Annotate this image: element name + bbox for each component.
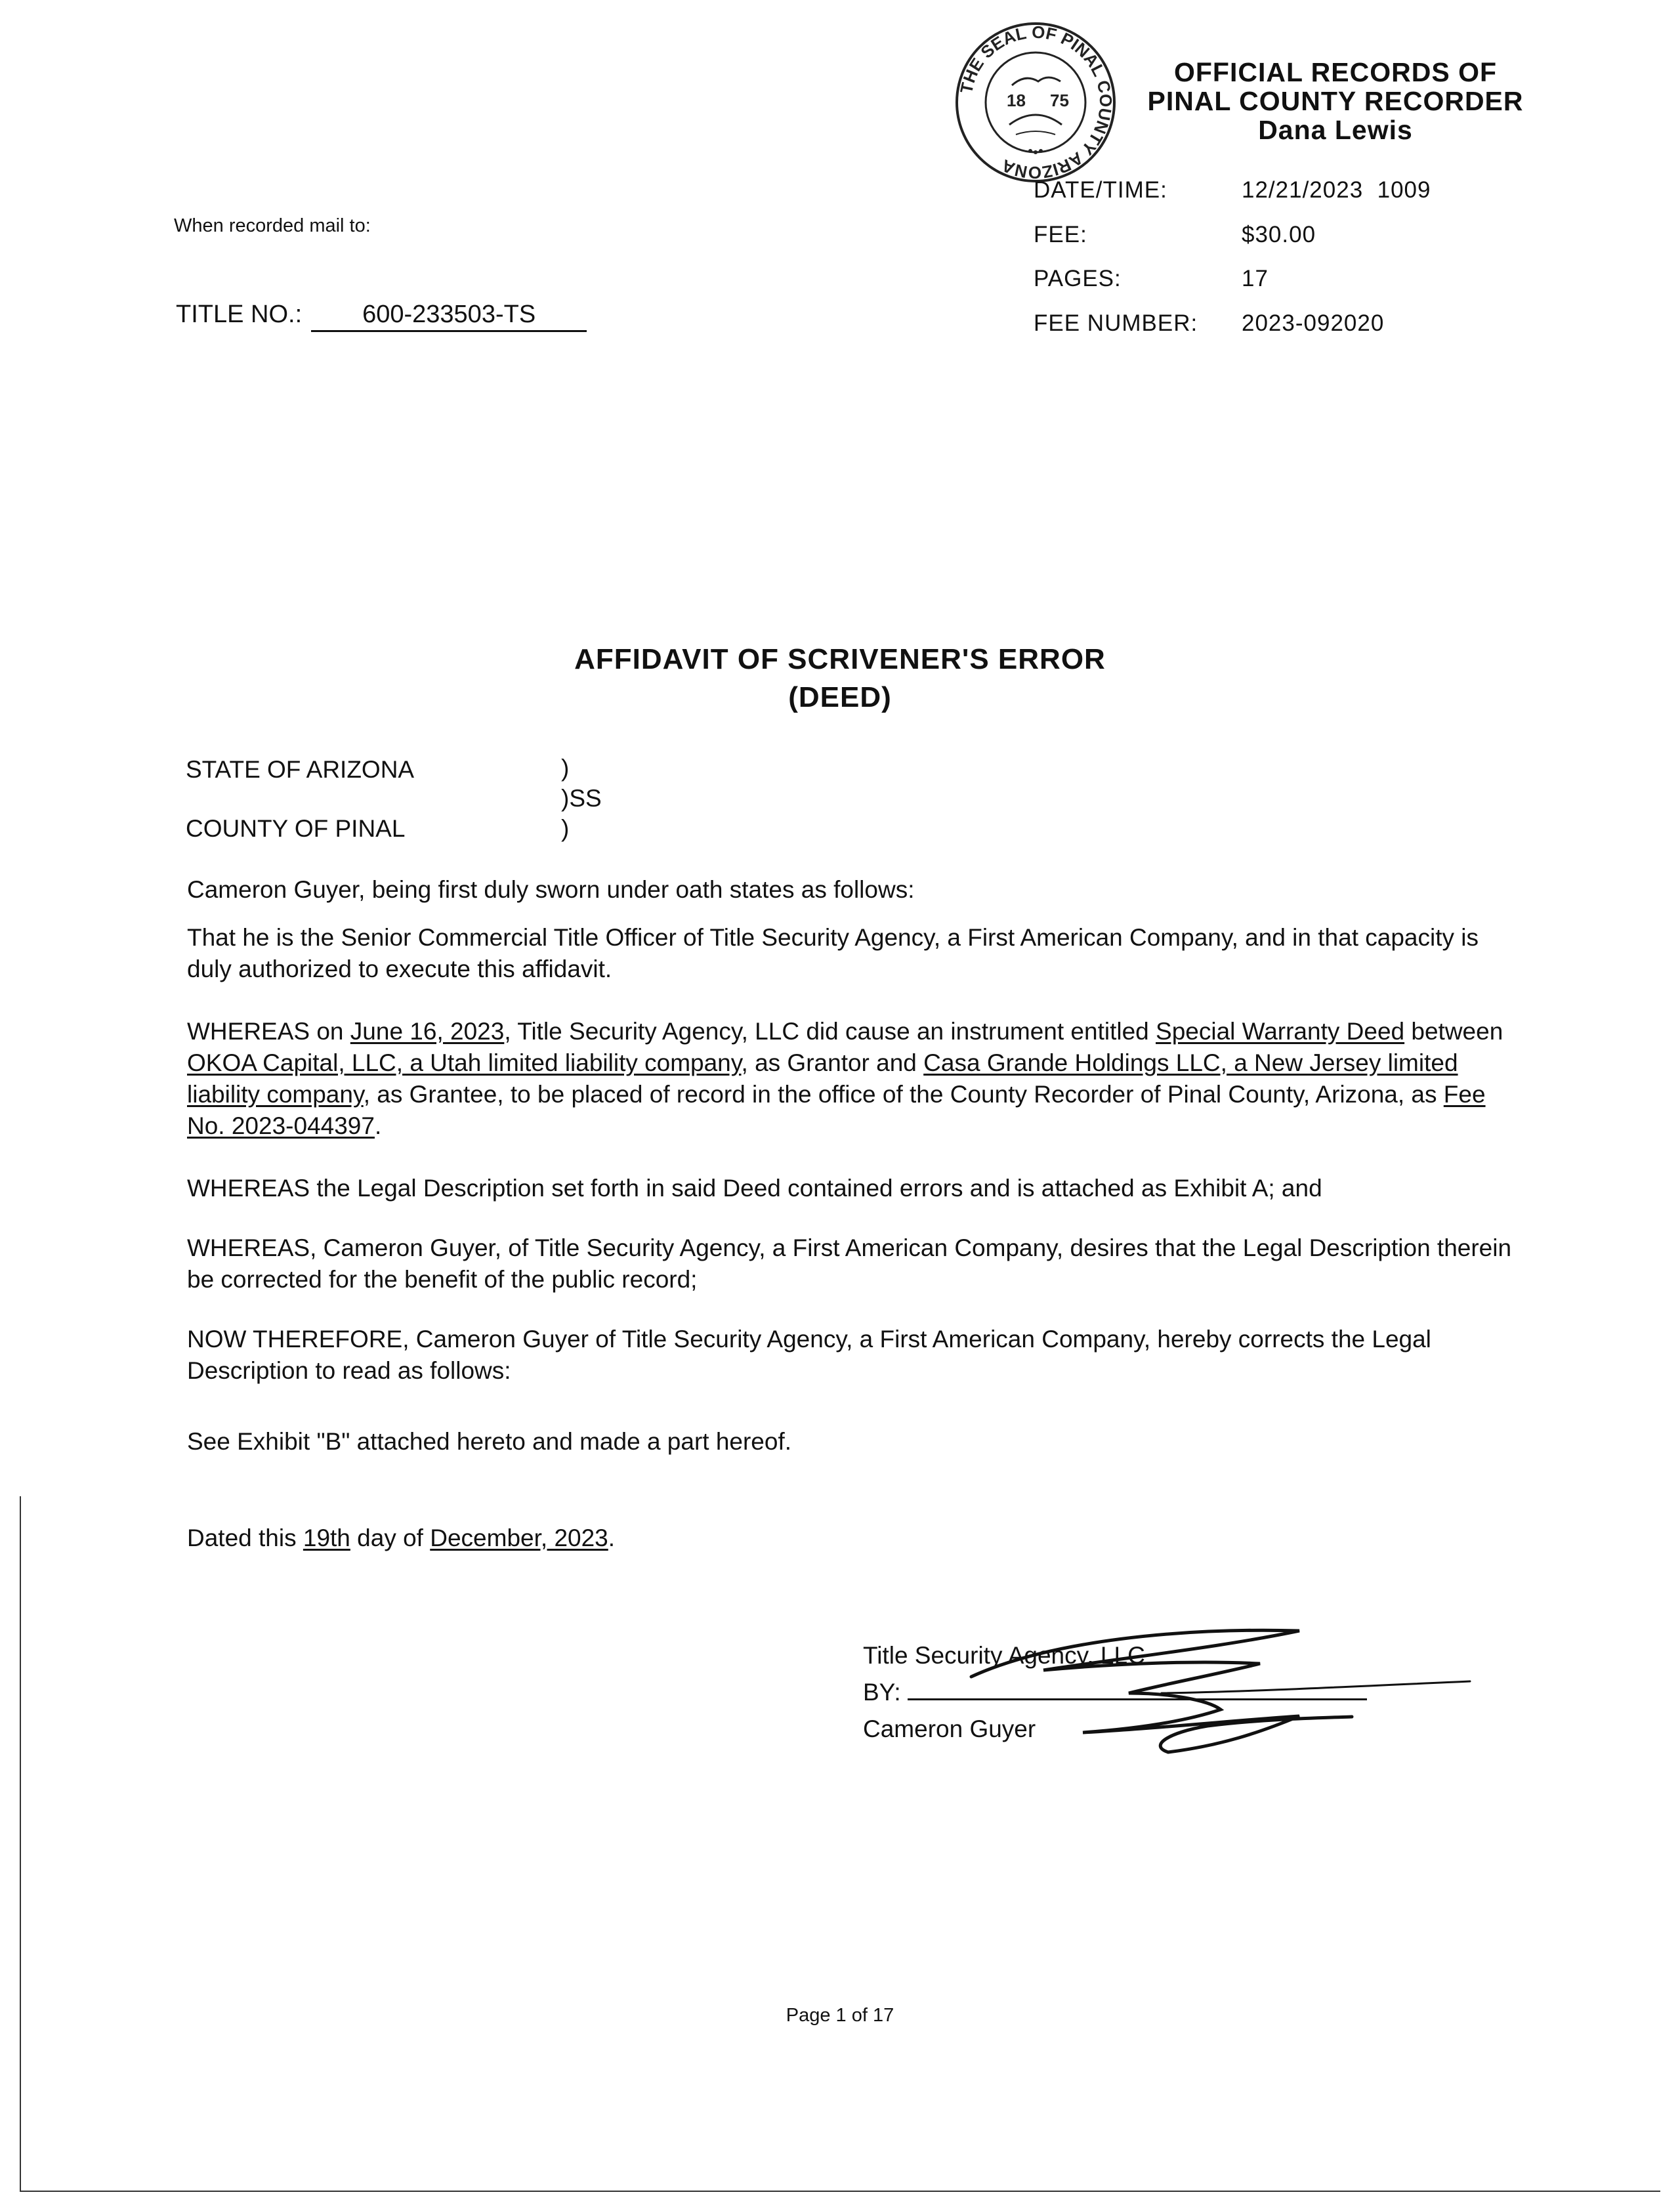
page-number: Page 1 of 17 (786, 2005, 894, 2026)
title-number (176, 301, 587, 332)
fee-number-value: 2023-092020 (1242, 310, 1385, 336)
recorder-line-2: PINAL COUNTY RECORDER (1147, 86, 1524, 116)
venue-state: STATE OF ARIZONA (186, 756, 415, 783)
mail-to-label: When recorded mail to: (174, 215, 371, 236)
fee-number-reference: Fee No. 2023-044397 (187, 1081, 1486, 1139)
dated-day: 19th (303, 1524, 350, 1551)
document-title-line-2: (DEED) (788, 681, 892, 713)
scan-border-bottom (20, 2191, 1660, 2192)
venue-paren-3: ) (561, 815, 570, 842)
seal-year-right: 75 (1050, 91, 1069, 110)
paragraph-whereas-errors: WHEREAS the Legal Description set forth in said Deed contained errors and is attached as Exhibit A; and (187, 1175, 1322, 1202)
grantee-name: Casa Grande Holdings LLC, a New Jersey limited liability company (187, 1049, 1458, 1108)
venue-county: COUNTY OF PINAL (186, 815, 406, 842)
by-label: BY: (863, 1679, 901, 1706)
datetime-value: 12/21/2023 1009 (1242, 177, 1431, 203)
instrument-title: Special Warranty Deed (1156, 1018, 1405, 1045)
seal-year-left: 18 (1007, 91, 1026, 110)
dated-line: Dated this 19th day of December, 2023. (187, 1524, 616, 1551)
title-number-value: 600-233503-TS (311, 301, 587, 332)
paragraph-whereas-correction: WHEREAS, Cameron Guyer, of Title Security Agency, a First American Company, desires that the Legal Description therein be corrected for the benefit of the public record; (187, 1234, 1512, 1293)
fee-number-label: FEE NUMBER: (1034, 310, 1198, 336)
paragraph-see-exhibit: See Exhibit "B" attached hereto and made a part hereof. (187, 1428, 792, 1455)
signer-name: Cameron Guyer (863, 1715, 1036, 1742)
handwritten-signature (853, 1601, 1496, 1765)
paragraph-now-therefore: NOW THEREFORE, Cameron Guyer of Title Security Agency, a First American Company, hereby corrects the Legal Description to read as follows: (187, 1326, 1431, 1384)
paragraph-capacity: That he is the Senior Commercial Title Officer of Title Security Agency, a First American Company, and in that capacity is duly authorized to execute this affidavit. (187, 924, 1479, 982)
recorder-line-1: OFFICIAL RECORDS OF (1173, 57, 1498, 87)
paragraph-whereas-instrument: WHEREAS on June 16, 2023, Title Security Agency, LLC did cause an instrument entitled Special Warranty Deed between OKOA Capital, LLC, a Utah limited liability company, as Grantor and Casa Grande Holdings LLC, a New Jersey limited liability company, as Grantee, to be placed of record in the office of the County Recorder of Pinal County, Arizona, as Fee No. 2023-044397. (187, 1018, 1503, 1139)
county-seal (953, 20, 1118, 185)
paragraph-sworn: Cameron Guyer, being first duly sworn under oath states as follows: (187, 876, 915, 903)
pages-value: 17 (1242, 266, 1269, 291)
scan-border-left (20, 1496, 21, 2192)
venue-ss: )SS (561, 785, 602, 812)
datetime-label: DATE/TIME: (1034, 177, 1167, 203)
document-title-line-1: AFFIDAVIT OF SCRIVENER'S ERROR (574, 643, 1106, 675)
instrument-date: June 16, 2023 (350, 1018, 505, 1045)
dated-month-year: December, 2023 (430, 1524, 608, 1551)
venue-paren-1: ) (561, 755, 570, 782)
fee-value: $30.00 (1242, 222, 1316, 247)
document-title (0, 640, 1680, 717)
recorder-line-3: Dana Lewis (1258, 115, 1413, 145)
title-number-label: TITLE NO.: (176, 301, 303, 328)
fee-label: FEE: (1034, 222, 1087, 247)
recorder-header (1109, 58, 1562, 144)
signature-company: Title Security Agency, LLC (863, 1642, 1145, 1669)
seal-ring-text: THE SEAL OF PINAL COUNTY ARIZONA (956, 22, 1116, 183)
grantor-name: OKOA Capital, LLC, a Utah limited liability company (187, 1049, 742, 1076)
pages-label: PAGES: (1034, 266, 1122, 291)
